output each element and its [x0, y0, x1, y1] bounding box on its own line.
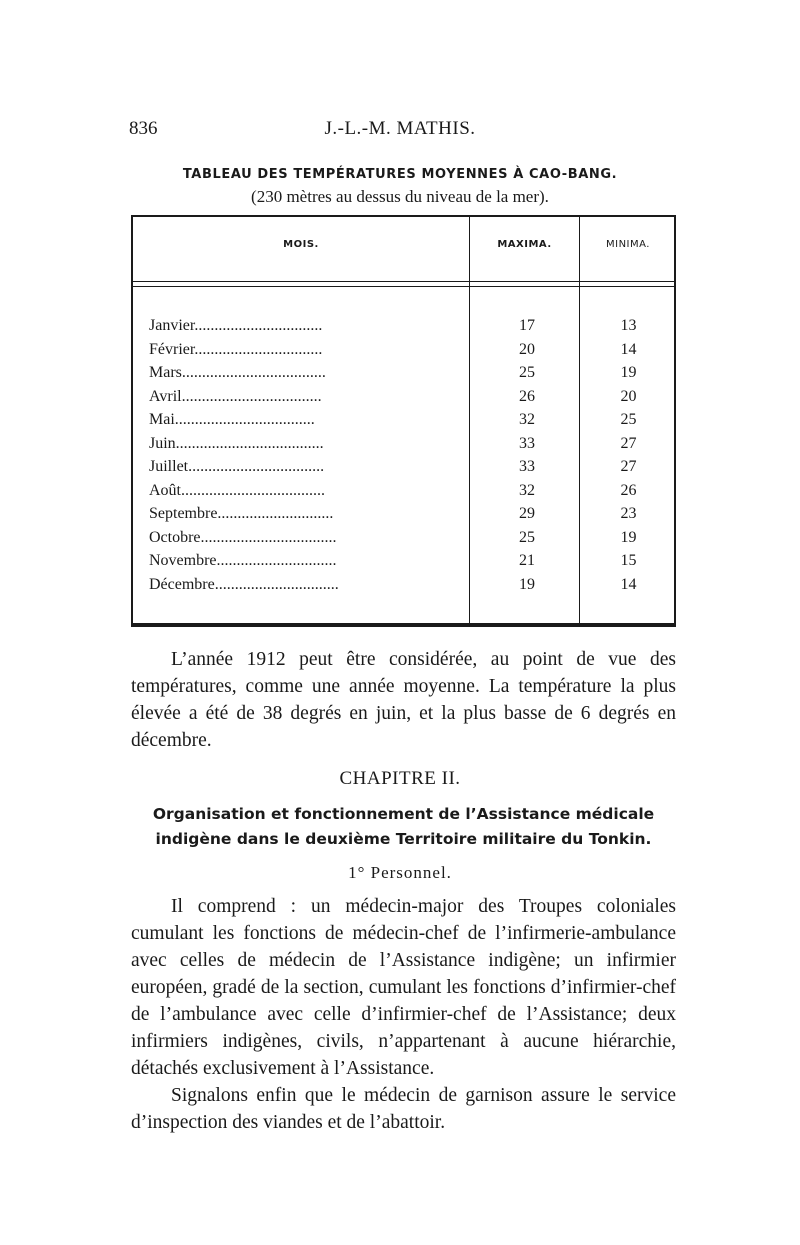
row-maxima: 32 [519, 411, 535, 428]
temperature-table [131, 215, 676, 627]
row-maxima: 25 [519, 364, 535, 381]
row-maxima: 20 [519, 340, 535, 358]
row-month: Juillet.................................. [149, 458, 325, 475]
column-header-minima: MINIMA. [606, 239, 650, 250]
row-maxima: 25 [519, 528, 535, 546]
row-month: Février................................ [149, 340, 323, 358]
row-month: Mai................................... [149, 411, 315, 428]
row-maxima: 17 [519, 317, 535, 334]
body-paragraph [131, 893, 676, 1136]
subsection-heading: 1° Personnel. [348, 863, 452, 882]
table-row [133, 529, 674, 552]
row-maxima: 21 [519, 552, 535, 569]
table-row [133, 364, 674, 387]
row-minima: 26 [620, 481, 637, 499]
table-row [133, 411, 674, 434]
paragraph-text: Il comprend : un médecin-major des Troupes coloniales cumulant les fonctions de médecin-chef de l’infirmerie-ambulance avec celles de médecin de l’Assistance indigène; un infirmier européen, gradé de la section, cumulant les fonctions d’infirmier-chef de l’ambulance avec celle d’infirmier-chef de l’Assistance; deux infirmiers indigènes, civils, n’appartenant à aucune hiérarchie, détachés exclusivement à l’Assistance. [131, 896, 676, 1079]
row-month: Novembre.............................. [149, 552, 337, 569]
table-row [133, 317, 674, 340]
row-minima: 25 [620, 411, 637, 428]
row-month: Août.................................... [149, 481, 325, 499]
row-maxima: 32 [519, 481, 535, 499]
table-row [133, 388, 674, 411]
row-maxima: 26 [519, 387, 535, 405]
row-month: Septembre............................. [149, 505, 334, 522]
row-minima: 13 [620, 317, 637, 334]
row-month: Avril................................... [149, 387, 322, 405]
header-rule [133, 281, 674, 282]
running-head: J.-L.-M. MATHIS. [324, 118, 476, 139]
row-minima: 19 [620, 364, 637, 381]
row-month: Juin..................................... [149, 434, 324, 452]
table-row [133, 435, 674, 458]
row-minima: 27 [620, 434, 637, 452]
row-month: Décembre............................... [149, 575, 339, 593]
row-maxima: 19 [519, 575, 535, 593]
page-number: 836 [129, 118, 158, 139]
column-header-mois: MOIS. [283, 239, 319, 250]
table-row [133, 576, 674, 599]
row-month: Octobre.................................. [149, 528, 337, 546]
table-row [133, 458, 674, 481]
table-row [133, 341, 674, 364]
table-row [133, 505, 674, 528]
header-rule [133, 286, 674, 287]
row-maxima: 33 [519, 458, 535, 475]
row-minima: 19 [620, 528, 637, 546]
section-title: Organisation et fonctionnement de l’Assistance médicale indigène dans le deuxième Territoire militaire du Tonkin. [152, 805, 655, 848]
row-month: Mars.................................... [149, 364, 326, 381]
row-maxima: 29 [519, 505, 535, 522]
column-header-maxima: MAXIMA. [497, 239, 552, 250]
row-maxima: 33 [519, 434, 535, 452]
row-minima: 15 [620, 552, 637, 569]
body-paragraph [131, 646, 676, 754]
row-month: Janvier................................ [149, 317, 323, 334]
table-subtitle: (230 mètres au dessus du niveau de la mer). [251, 187, 549, 206]
table-row [133, 552, 674, 575]
row-minima: 27 [620, 458, 637, 475]
chapter-heading: CHAPITRE II. [339, 768, 461, 789]
row-minima: 23 [620, 505, 637, 522]
paragraph-text: L’année 1912 peut être considérée, au point de vue des températures, comme une année moyenne. La température la plus élevée a été de 38 degrés en juin, et la plus basse de 6 degrés en décembre. [131, 649, 676, 751]
row-minima: 14 [620, 575, 637, 593]
table-title: TABLEAU DES TEMPÉRATURES MOYENNES À CAO-BANG. [182, 167, 618, 182]
paragraph-text: Signalons enfin que le médecin de garnison assure le service d’inspection des viandes et de l’abattoir. [131, 1085, 676, 1133]
table-row [133, 482, 674, 505]
row-minima: 14 [620, 340, 637, 358]
row-minima: 20 [620, 387, 637, 405]
